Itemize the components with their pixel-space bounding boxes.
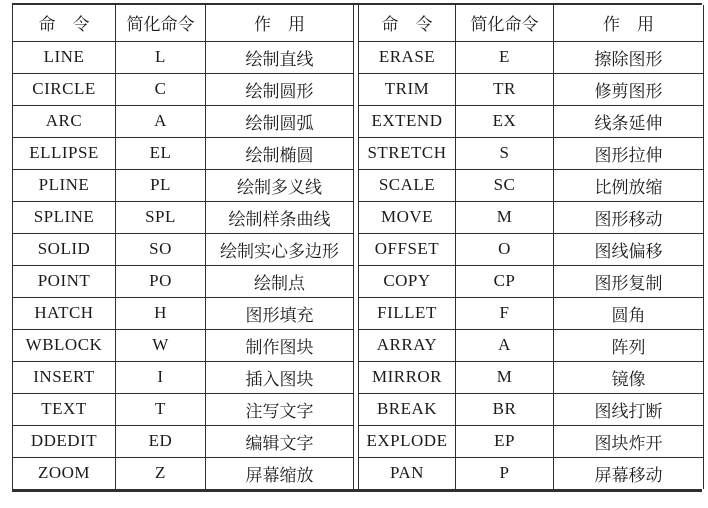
command-cell: POINT [13,265,116,297]
function-cell: 插入图块 [206,361,354,393]
table-row [359,233,704,265]
table-row [13,169,354,201]
command-cell: INSERT [13,361,116,393]
header-command: 命 令 [13,5,116,41]
shortcut-cell: A [456,329,554,361]
shortcut-cell: CP [456,265,554,297]
command-table-right [358,5,704,489]
shortcut-cell: PL [116,169,206,201]
function-cell: 图线打断 [554,393,704,425]
table-row [13,201,354,233]
shortcut-cell: EX [456,105,554,137]
shortcut-cell: EP [456,425,554,457]
table-row [13,265,354,297]
command-cell: PLINE [13,169,116,201]
table-header [13,5,354,41]
function-cell: 绘制多义线 [206,169,354,201]
command-cell: BREAK [359,393,456,425]
function-cell: 线条延伸 [554,105,704,137]
command-cell: SOLID [13,233,116,265]
command-cell: EXTEND [359,105,456,137]
shortcut-cell: C [116,73,206,105]
shortcut-cell: S [456,137,554,169]
table-row [359,41,704,73]
table-row [13,73,354,105]
function-cell: 阵列 [554,329,704,361]
table-row [359,73,704,105]
function-cell: 绘制点 [206,265,354,297]
command-cell: HATCH [13,297,116,329]
table-row [359,169,704,201]
table-row [13,137,354,169]
header-shortcut: 简化命令 [116,5,206,41]
command-cell: TEXT [13,393,116,425]
command-cell: SPLINE [13,201,116,233]
command-cell: ZOOM [13,457,116,489]
table-row [13,297,354,329]
table-row [359,329,704,361]
shortcut-cell: SC [456,169,554,201]
command-table-left [12,5,354,489]
shortcut-cell: ED [116,425,206,457]
function-cell: 图线偏移 [554,233,704,265]
shortcut-cell: H [116,297,206,329]
function-cell: 图形拉伸 [554,137,704,169]
function-cell: 编辑文字 [206,425,354,457]
function-cell: 图形复制 [554,265,704,297]
command-cell: OFFSET [359,233,456,265]
function-cell: 圆角 [554,297,704,329]
shortcut-cell: EL [116,137,206,169]
table-row [13,425,354,457]
table-row [359,265,704,297]
function-cell: 擦除图形 [554,41,704,73]
command-cell: LINE [13,41,116,73]
table-row [359,393,704,425]
table-row [13,329,354,361]
command-cell: EXPLODE [359,425,456,457]
table-row [13,233,354,265]
table-row [359,457,704,489]
header-command: 命 令 [359,5,456,41]
function-cell: 修剪图形 [554,73,704,105]
command-cell: ERASE [359,41,456,73]
table-row [359,297,704,329]
shortcut-cell: O [456,233,554,265]
function-cell: 图形移动 [554,201,704,233]
table-row [359,105,704,137]
command-cell: DDEDIT [13,425,116,457]
table-row [13,105,354,137]
shortcut-cell: P [456,457,554,489]
function-cell: 镜像 [554,361,704,393]
header-shortcut: 简化命令 [456,5,554,41]
command-cell: SCALE [359,169,456,201]
table-body [13,41,354,489]
shortcut-cell: I [116,361,206,393]
shortcut-cell: PO [116,265,206,297]
function-cell: 屏幕移动 [554,457,704,489]
header-row [13,5,354,41]
function-cell: 绘制圆形 [206,73,354,105]
command-cell: CIRCLE [13,73,116,105]
shortcut-cell: M [456,201,554,233]
function-cell: 注写文字 [206,393,354,425]
shortcut-cell: BR [456,393,554,425]
function-cell: 绘制椭圆 [206,137,354,169]
command-cell: ARRAY [359,329,456,361]
table-row [13,361,354,393]
header-function: 作 用 [206,5,354,41]
command-cell: MOVE [359,201,456,233]
command-cell: WBLOCK [13,329,116,361]
command-tables-container [12,3,702,492]
shortcut-cell: A [116,105,206,137]
function-cell: 屏幕缩放 [206,457,354,489]
table-body [359,41,704,489]
function-cell: 绘制圆弧 [206,105,354,137]
function-cell: 图形填充 [206,297,354,329]
table-row [359,361,704,393]
function-cell: 比例放缩 [554,169,704,201]
table-header [359,5,704,41]
command-cell: ELLIPSE [13,137,116,169]
header-function: 作 用 [554,5,704,41]
table-row [359,137,704,169]
shortcut-cell: W [116,329,206,361]
shortcut-cell: SO [116,233,206,265]
command-cell: ARC [13,105,116,137]
table-row [359,201,704,233]
shortcut-cell: T [116,393,206,425]
command-cell: COPY [359,265,456,297]
table-row [13,393,354,425]
command-cell: PAN [359,457,456,489]
shortcut-cell: L [116,41,206,73]
command-cell: MIRROR [359,361,456,393]
function-cell: 绘制直线 [206,41,354,73]
command-cell: STRETCH [359,137,456,169]
command-cell: TRIM [359,73,456,105]
shortcut-cell: E [456,41,554,73]
table-row [359,425,704,457]
function-cell: 绘制样条曲线 [206,201,354,233]
table-row [13,457,354,489]
header-row [359,5,704,41]
command-cell: FILLET [359,297,456,329]
function-cell: 图块炸开 [554,425,704,457]
shortcut-cell: M [456,361,554,393]
function-cell: 制作图块 [206,329,354,361]
shortcut-cell: SPL [116,201,206,233]
table-row [13,41,354,73]
shortcut-cell: TR [456,73,554,105]
shortcut-cell: Z [116,457,206,489]
shortcut-cell: F [456,297,554,329]
function-cell: 绘制实心多边形 [206,233,354,265]
